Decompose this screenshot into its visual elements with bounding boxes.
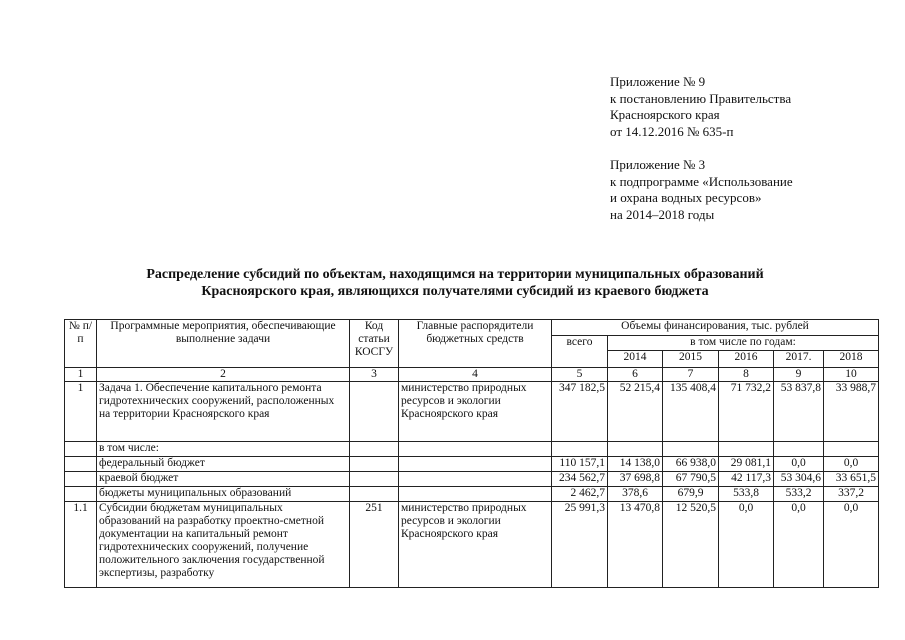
row-program-name: Задача 1. Обеспечение капитального ремонта гидротехнических сооружений, расположенных на территории Красноярского края — [97, 382, 350, 442]
appendix-3-line3: и охрана водных ресурсов» — [610, 190, 762, 205]
row-value-2016: 42 117,3 — [719, 472, 774, 487]
row-value-2015: 12 520,5 — [663, 502, 719, 588]
row-value-2014: 52 215,4 — [608, 382, 663, 442]
table-row-item-1-1 — [65, 502, 879, 588]
row-value-2017: 53 304,6 — [774, 472, 824, 487]
row-value-2014: 13 470,8 — [608, 502, 663, 588]
header-row-1 — [65, 320, 879, 336]
row-value-2017: 0,0 — [774, 502, 824, 588]
row-value-2014: 37 698,8 — [608, 472, 663, 487]
row-budget-label: федеральный бюджет — [97, 457, 350, 472]
column-number: 6 — [608, 368, 663, 382]
row-budget-label: краевой бюджет — [97, 472, 350, 487]
appendix-9-line3: Красноярского края — [610, 107, 720, 122]
header-year: 2014 — [608, 351, 663, 368]
row-value-total: 2 462,7 — [552, 487, 608, 502]
header-year: 2018 — [824, 351, 879, 368]
row-value-2016: 533,8 — [719, 487, 774, 502]
column-number: 2 — [97, 368, 350, 382]
row-value-2018: 33 651,5 — [824, 472, 879, 487]
column-number: 1 — [65, 368, 97, 382]
column-number: 5 — [552, 368, 608, 382]
row-num: 1 — [65, 382, 97, 442]
appendix-9-header — [610, 74, 791, 140]
header-year: 2016 — [719, 351, 774, 368]
table-row-federal — [65, 457, 879, 472]
table-row-task-1 — [65, 382, 879, 442]
row-value-total: 347 182,5 — [552, 382, 608, 442]
row-num: 1.1 — [65, 502, 97, 588]
column-number: 7 — [663, 368, 719, 382]
document-title — [60, 266, 850, 300]
table-row-municipal — [65, 487, 879, 502]
document-title-line1: Распределение субсидий по объектам, находящимся на территории муниципальных образований — [146, 267, 764, 282]
row-value-2015: 66 938,0 — [663, 457, 719, 472]
column-numbers-row — [65, 368, 879, 382]
appendix-9-line2: к постановлению Правительства — [610, 90, 792, 106]
row-value-2014: 378,6 — [608, 487, 663, 502]
row-value-total: 234 562,7 — [552, 472, 608, 487]
row-value-2015: 135 408,4 — [663, 382, 719, 442]
row-value-2018: 33 988,7 — [824, 382, 879, 442]
appendix-3-line2: к подпрограмме «Использование — [610, 173, 793, 189]
column-number: 9 — [774, 368, 824, 382]
header-funding: Объемы финансирования, тыс. рублей — [552, 320, 879, 336]
row-program-name: Субсидии бюджетам муниципальных образований на разработку проектно-сметной документации на капитальный ремонт гидротехнических сооружений, получение положительного заключения государственной экспертизы, разработку — [97, 502, 350, 588]
appendix-3-header — [610, 157, 793, 223]
header-program: Программные мероприятия, обеспечивающие выполнение задачи — [97, 320, 350, 368]
header-kosgu: Код статьи КОСГУ — [350, 320, 399, 368]
row-value-2016: 0,0 — [719, 502, 774, 588]
appendix-9-line4: от 14.12.2016 № 635-п — [610, 123, 734, 139]
row-value-2014: 14 138,0 — [608, 457, 663, 472]
row-distributor: министерство природных ресурсов и экологии Красноярского края — [399, 382, 552, 442]
header-num: № п/п — [65, 320, 97, 368]
row-kosgu: 251 — [350, 502, 399, 588]
appendix-3-line1: Приложение № 3 — [610, 157, 706, 172]
header-distributors: Главные распорядители бюджетных средств — [399, 320, 552, 368]
row-value-2015: 67 790,5 — [663, 472, 719, 487]
row-value-2018: 337,2 — [824, 487, 879, 502]
appendix-9-line1: Приложение № 9 — [610, 74, 706, 89]
row-including-label: в том числе: — [97, 442, 350, 457]
row-kosgu — [350, 382, 399, 442]
row-value-2017: 533,2 — [774, 487, 824, 502]
row-value-2016: 71 732,2 — [719, 382, 774, 442]
column-number: 3 — [350, 368, 399, 382]
column-number: 4 — [399, 368, 552, 382]
row-value-total: 25 991,3 — [552, 502, 608, 588]
header-year: 2017. — [774, 351, 824, 368]
row-value-2015: 679,9 — [663, 487, 719, 502]
row-value-2018: 0,0 — [824, 502, 879, 588]
column-number: 8 — [719, 368, 774, 382]
row-value-2016: 29 081,1 — [719, 457, 774, 472]
column-number: 10 — [824, 368, 879, 382]
document-title-line2: Красноярского края, являющихся получателями субсидий из краевого бюджета — [201, 284, 709, 299]
row-budget-label: бюджеты муниципальных образований — [97, 487, 350, 502]
subsidy-table — [64, 319, 879, 588]
row-value-2018: 0,0 — [824, 457, 879, 472]
row-value-total: 110 157,1 — [552, 457, 608, 472]
row-value-2017: 53 837,8 — [774, 382, 824, 442]
header-by-years: в том числе по годам: — [608, 336, 879, 351]
table-row-regional — [65, 472, 879, 487]
row-value-2017: 0,0 — [774, 457, 824, 472]
header-year: 2015 — [663, 351, 719, 368]
table-row-including — [65, 442, 879, 457]
appendix-3-line4: на 2014–2018 годы — [610, 206, 715, 222]
header-total: всего — [552, 336, 608, 368]
row-distributor: министерство природных ресурсов и экологии Красноярского края — [399, 502, 552, 588]
